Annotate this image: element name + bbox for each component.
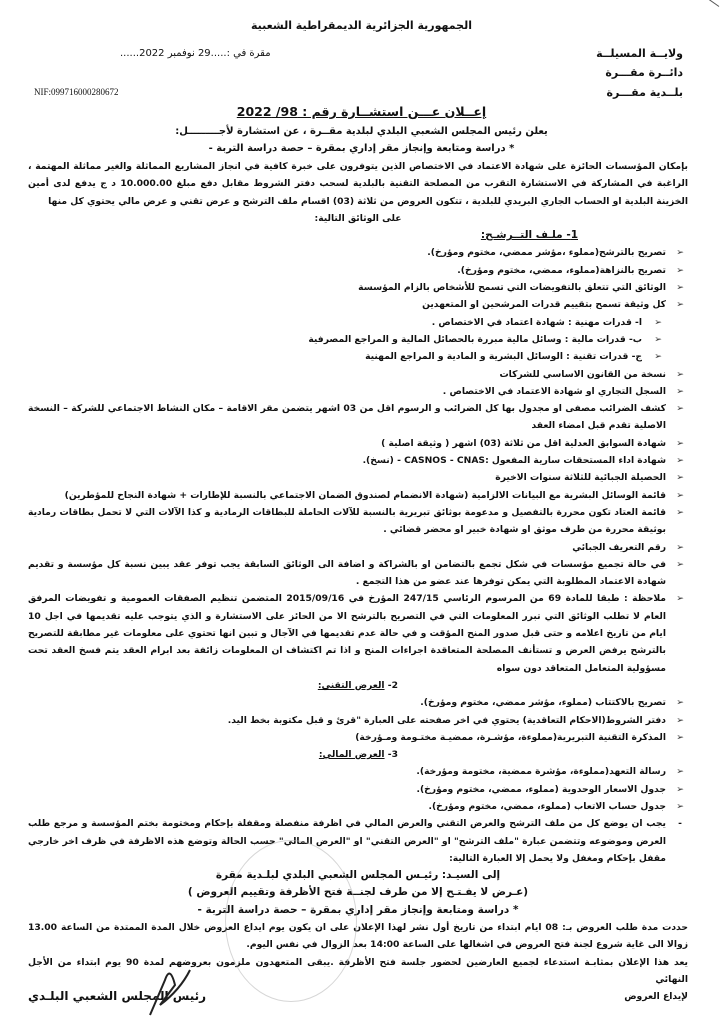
list-item: ➢ في حالة تجميع مؤسسات في شكل تجمع بالتضامن او بالشراكة و اضافة الى الوثائق السابقة يجب توفر عقد يبين نسبة كل مؤسسة و تقديم شهادة الاعتماد المطلوبة التي يمكن توفرها عند عضو من هذا التجمع . <box>28 556 688 591</box>
list-item: ➢ تصريح بالترشح(مملوء ،مؤشر ممضي، مختوم ومؤرخ). <box>28 244 688 261</box>
republic-header: الجمهورية الجزائرية الديمقراطية الشعبية <box>251 19 472 32</box>
list-item: ➢ قائمة الوسائل البشرية مع البيانات الالزامية (شهادة الانضمام لصندوق الضمان الاجتماعي بالنسبة للإطارات + شهادة النجاح للمؤطرين) <box>28 487 688 504</box>
official-stamp <box>225 840 357 1002</box>
section3-heading <box>28 746 688 763</box>
section3-title: العرض المالي: <box>318 749 385 761</box>
invitation-end: لإيداع العروض <box>624 991 688 1003</box>
list-item: ➢ تصريح بالاكتتاب (مملوء، مؤشر ممضي، مختوم ومؤرخ). <box>28 694 688 711</box>
list-item: ➢ كشف الضرائب مصفى او مجدول بها كل الضرائب و الرسوم اقل من 03 اشهر يتضمن مقر الاقامة – مكان النشاط الاجتماعي للشركة – النسخة الاصلية تقدم قبل امضاء العقد <box>28 400 688 435</box>
sub-list-item: ➢ ا- قدرات مهنية : شهادة اعتماد في الاختصاص . <box>28 314 688 331</box>
list-item: ➢ الحصيلة الجبائية للثلاثة سنوات الاخيرة <box>28 469 688 486</box>
signature-title: رئيس المجلس الشعبي البلـدي <box>28 989 207 1004</box>
sub-list-item: ➢ ج- قدرات تقنية : الوسائل البشرية و المادية و المراجع المهنية <box>28 348 688 365</box>
subject-repeat: * دراسة ومتابعة وإنجاز مقر إداري بمقرة – حصة دراسة التربة - <box>197 903 519 916</box>
announcement-line: يعلن رئيس المجلس الشعبي البلدي لبلدية مقــرة ، عن استشارة لأجـــــــــل: <box>175 126 548 137</box>
baladia-label: بلــدية مقـــرة <box>606 86 683 99</box>
section2-heading <box>28 677 688 694</box>
document-title: إعــلان عـــن استشــارة رقم : 98/ 2022 <box>236 104 487 119</box>
sub-list-item: ➢ ب- قدرات مالية : وسائل مالية مبررة بالحصائل المالية و المراجع المصرفية <box>28 331 688 348</box>
list-item: ➢ شهادة اداء المستحقات سارية المفعول :CASNOS - CNAS - (نسخ). <box>28 452 688 469</box>
nif-number: NIF:099716000280672 <box>34 87 119 97</box>
list-item: ➢ شهادة السوابق العدلية اقل من ثلاثة (03) اشهر ( وثيقة اصلية ) <box>28 435 688 452</box>
intro-paragraph: بإمكان المؤسسات الحائزة على شهادة الاعتماد في الاختصاص الذين يتوفرون على خبرة كافية في انجاز المشاريع المماثلة والغير مماثلة المهتمة ، الراغبة في المشاركة في الاستشارة التقرب من المصلحة التقنية بالبلدية لسحب دفتر الشروط مقابل دفع مبلغ 10.000.00 د ج يدفع لدى أمين الخزينة البلدية او الحساب الجاري البريدي للبلدية ، تتكون العروض من ثلاثة (03) اقسام ملف الترشح و عرض تقني و عرض مالي يحتوي كل منها <box>28 161 688 207</box>
deadline-paragraph: حددت مدة طلب العروض بـ: 08 ايام ابتداء من تاريخ أول نشر لهذا الإعلان على ان يكون يوم ايداع العروض خلال المدة الممتدة من الساعة 13.00 زوالا الى غاية شروع لجنة فتح العروض في اشغالها على الساعة 14:00 بعد الزوال في نفس اليوم. <box>28 922 688 951</box>
invitation-paragraph: يعد هذا الإعلان بمثابـة استدعاء لجميع العارضين لحضور جلسة فتح الأظرفة .يبقى المتعهدون ملزمون بعروضهم لمدة 90 يوم ابتداء من الأجل النهائي <box>28 956 688 985</box>
section2-title: العرض التقني: <box>317 679 385 691</box>
list-item: ➢ قائمة العتاد تكون محررة بالتفصيل و مدعومة بوثائق تبريرية بالنسبة للآلات الحاملة للبطاقات الرمادية و كذا الآلات التي لا تحمل بطاقات رمادية بوثيقة محررة من طرف موثق او شهادة خبير او محضر قضائي . <box>28 504 688 539</box>
wilaya-label: ولايــة المسيلــة <box>596 47 683 60</box>
list-item: ➢ رسالة التعهد(مملوءة، مؤشرة ممضية، مختومة ومؤرخة). <box>28 763 688 780</box>
list-item: ➢ نسخة من القانون الاساسي للشركات <box>28 366 688 383</box>
list-item: ➢ تصريح بالنزاهة(مملوء، ممضي، مختوم ومؤرخ). <box>28 262 688 279</box>
handwritten-signature <box>140 960 200 1020</box>
intro-end: على الوثائق التالية: <box>314 212 402 224</box>
subject-line: * دراسة ومتابعة وإنجاز مقر إداري بمقرة – حصة دراسة التربة - <box>208 143 515 154</box>
list-item: ➢ الوثائق التي تتعلق بالتفويضات التي تسمح للأشخاص بالزام المؤسسة <box>28 279 688 296</box>
note-item: ➢ ملاحظة : طبقا للمادة 69 من المرسوم الرئاسي 247/15 المؤرخ في 2015/09/16 المتضمن تنظيم الصفقات العمومية و تفويضات المرفق العام لا تطلب الوثائق التي تبرر المعلومات التي في التصريح بالترشح الا من الحائز على الاستشارة و الذي يتوجب عليه تقديمها في اجل 10 ايام من تاريخ اعلامه و حتى قبل صدور المنح المؤقت و في حالة عدم تقديمها في الآجال و تبين انها تحتوي على معلومات غير مطابقة للتصريح بالترشح يرفض العرض و تستأنف المصلحة المتعاقدة اجراءات المنح و اذا تم اكتشاف ان المعلومات زائفة بعد ابرام العقد يتم فسخ العقد تحت مسؤولية المتعامل المتعاقد دون سواه <box>28 590 688 676</box>
list-item: ➢ المذكرة التقنية التبريرية(مملوءة، مؤشـرة، ممضيـة مختـومة ومـؤرخة) <box>28 729 688 746</box>
envelope-address: إلى السيـد: رئيـس المجلس الشعبي البلدي لبلـدية مقرة <box>215 869 501 882</box>
signature-row <box>28 988 688 1005</box>
envelope-note: - يجب ان يوضع كل من ملف الترشح والعرض التقني والعرض المالي في اظرفة منفصلة ومقفلة بإحكام ومختومة بختم المؤسسة و مرجع طلب العرض وموضوعه وتتضمن عبارة "ملف الترشح" او "العرض التقني" او "العرض المالي" حسب الحالة وتوضع هذه الاظرفة في ظرف اخر خارجي مقفل بإحكام ومغفل ولا يحمل إلا العبارة التالية: <box>28 815 688 867</box>
do-not-open-note: (عـرض لا يفـتـح إلا من طرف لجنــة فتح الأظرفة وتقييم العروض ) <box>187 886 529 899</box>
section3-number: 3- <box>387 749 398 761</box>
list-item: ➢ جدول الاسعار الوحدوية (مملوء، ممضي، مختوم ومؤرخ). <box>28 781 688 798</box>
corner-mark <box>688 0 720 7</box>
document-body <box>28 158 688 1006</box>
list-item: ➢ كل وثيقة تسمح بتقييم قدرات المرشحين او المتعهدين <box>28 296 688 313</box>
list-item: ➢ رقم التعريف الجبائي <box>28 539 688 556</box>
section1-heading: 1- ملـف التــرشـح: <box>480 229 578 242</box>
place-date: مقرة في :.....29 نوفمبر 2022...... <box>120 48 271 59</box>
daira-label: دائــرة مقـــرة <box>605 66 683 79</box>
section2-number: 2- <box>387 679 398 691</box>
list-item: ➢ السجل التجاري او شهادة الاعتماد في الاختصاص . <box>28 383 688 400</box>
list-item: ➢ دفتر الشروط(الاحكام التعاقدية) يحتوي في اخر صفحته على العبارة "قرئ و قبل مكتوبة بخط اليد. <box>28 712 688 729</box>
list-item: ➢ جدول حساب الاتعاب (مملوء، ممضي، مختوم ومؤرخ). <box>28 798 688 815</box>
